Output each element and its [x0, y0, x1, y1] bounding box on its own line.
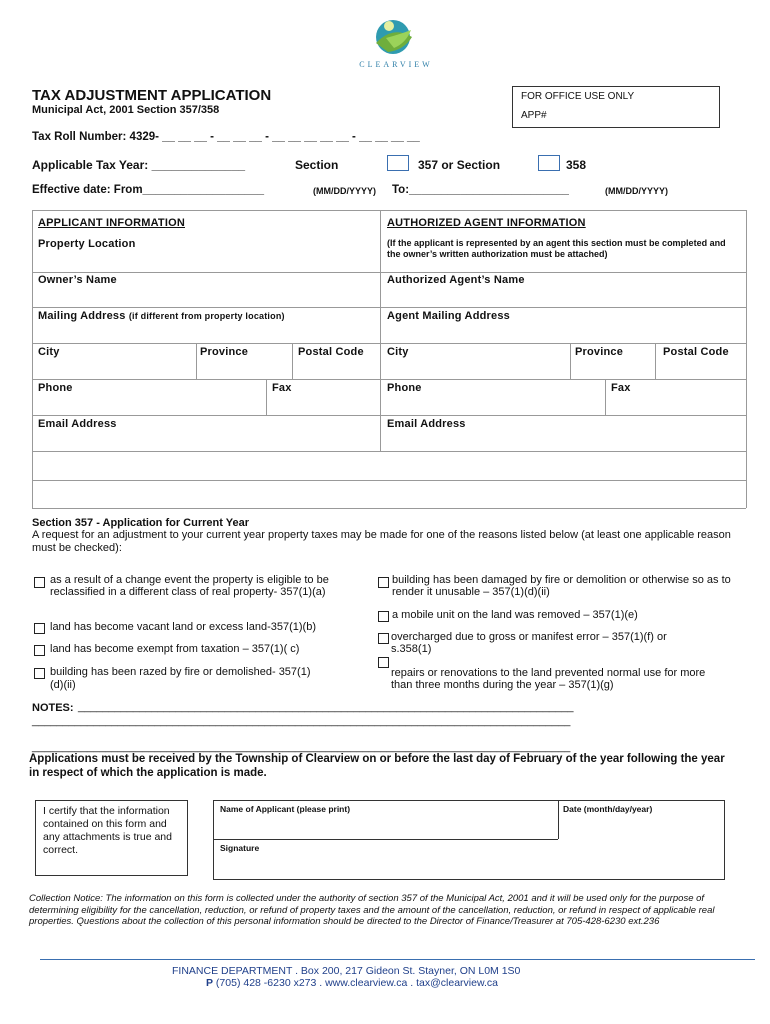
section-357-checkbox[interactable]: [387, 155, 409, 171]
collection-notice: Collection Notice: The information on this form is collected under the authority of section 357 of the Municipal Act, 2001 and it will be used only for the purpose of determining eligibility for the cancellation, reduction, or refund of property taxes and the amount of the cancellation, reduction, or refund in respect of applicable real properties. Questions about the collection of this personal information should be directed to the Director of Finance/Treasurer at 705-428-6230 ext.236: [29, 893, 715, 927]
section-357-label: 357 or Section: [418, 158, 501, 172]
section-label: Section: [295, 158, 339, 172]
footer-divider: [40, 959, 755, 960]
notes-label: NOTES:: [32, 702, 74, 714]
applicant-info-heading: APPLICANT INFORMATION: [38, 217, 185, 229]
reason-exempt-checkbox[interactable]: [34, 645, 45, 656]
mailing-address-label: Mailing Address: [38, 310, 126, 322]
certify-box: [35, 800, 188, 876]
agent-city-field[interactable]: City: [387, 346, 409, 358]
agent-postal-code-field[interactable]: Postal Code: [663, 346, 729, 358]
footer-address: FINANCE DEPARTMENT . Box 200, 217 Gideon St. Stayner, ON L0M 1S0: [172, 965, 521, 977]
date-format-hint-to: (MM/DD/YYYY): [605, 186, 668, 196]
applicant-postal-code-field[interactable]: Postal Code: [298, 346, 364, 358]
reason-repairs-checkbox[interactable]: [378, 657, 389, 668]
applicant-city-field[interactable]: City: [38, 346, 60, 358]
reason-exempt: land has become exempt from taxation – 357(1)( c): [50, 643, 300, 655]
agent-phone-field[interactable]: Phone: [387, 382, 422, 394]
reason-vacant-land-checkbox[interactable]: [34, 623, 45, 634]
reason-overcharged: overcharged due to gross or manifest error – 357(1)(f) or s.358(1): [391, 631, 667, 655]
tax-roll-number-field[interactable]: Tax Roll Number: 4329- __ __ __ - __ __ __ - __ __ __ __ __ - __ __ __ __: [32, 131, 420, 143]
logo-wordmark: CLEARVIEW: [359, 60, 433, 69]
agent-province-field[interactable]: Province: [575, 346, 624, 358]
notes-line-3[interactable]: ________________________________________________________________________________________: [32, 741, 571, 753]
reason-mobile-unit: a mobile unit on the land was removed – 357(1)(e): [392, 609, 638, 621]
reason-razed: building has been razed by fire or demolished- 357(1)(d)(ii): [50, 666, 311, 691]
office-use-box: [512, 86, 720, 128]
property-location-field[interactable]: Property Location: [38, 238, 136, 250]
form-subtitle: Municipal Act, 2001 Section 357/358: [32, 104, 220, 116]
reason-repairs: repairs or renovations to the land prevented normal use for more than three months during the year – 357(1)(g): [391, 667, 706, 691]
certify-text: I certify that the information contained on this form and any attachments is true and correct.: [43, 805, 172, 856]
date-format-hint-from: (MM/DD/YYYY): [313, 186, 376, 196]
agent-name-field[interactable]: Authorized Agent’s Name: [387, 274, 525, 286]
owners-name-field[interactable]: Owner’s Name: [38, 274, 117, 286]
section-357-intro: A request for an adjustment to your current year property taxes may be made for one of the reasons listed below (at least one applicable reason must be checked):: [32, 529, 731, 554]
reason-vacant-land: land has become vacant land or excess land-357(1)(b): [50, 621, 316, 633]
section-357-heading: Section 357 - Application for Current Year: [32, 517, 249, 529]
reason-reclassified-checkbox[interactable]: [34, 577, 45, 588]
notes-line-2[interactable]: ________________________________________________________________________________________: [32, 715, 571, 727]
mailing-address-note: (if different from property location): [128, 311, 285, 321]
agent-info-heading: AUTHORIZED AGENT INFORMATION: [387, 217, 586, 229]
reason-reclassified: as a result of a change event the property is eligible to be reclassified in a different class of real property- 357(1)(a): [50, 574, 329, 598]
applicant-province-field[interactable]: Province: [200, 346, 249, 358]
reason-overcharged-checkbox[interactable]: [378, 633, 389, 644]
reason-damaged-checkbox[interactable]: [378, 577, 389, 588]
footer-contact: [206, 977, 498, 989]
date-field[interactable]: Date (month/day/year): [563, 804, 653, 814]
office-use-label: FOR OFFICE USE ONLY: [521, 91, 635, 102]
applicant-email-field[interactable]: Email Address: [38, 418, 117, 430]
agent-email-field[interactable]: Email Address: [387, 418, 466, 430]
mailing-address-field[interactable]: [38, 310, 285, 322]
effective-date-from-field[interactable]: Effective date: From___________________: [32, 184, 265, 196]
applicant-fax-field[interactable]: Fax: [272, 382, 292, 394]
applicable-tax-year-field[interactable]: Applicable Tax Year: ______________: [32, 158, 246, 172]
form-title: TAX ADJUSTMENT APPLICATION: [32, 87, 272, 104]
footer-contact-text: (705) 428 -6230 x273 . www.clearview.ca . tax@clearview.ca: [213, 977, 498, 989]
deadline-statement: Applications must be received by the Township of Clearview on or before the last day of February of the year following the year in respect of which the application is made.: [29, 753, 725, 779]
app-number-label: APP#: [521, 110, 547, 121]
section-358-checkbox[interactable]: [538, 155, 560, 171]
footer-phone-prefix: P: [206, 977, 214, 989]
notes-line-1[interactable]: _________________________________________________________________________________: [78, 701, 574, 713]
agent-mailing-address-field[interactable]: Agent Mailing Address: [387, 310, 510, 322]
signature-field[interactable]: Signature: [220, 843, 260, 853]
section-358-label: 358: [566, 158, 587, 172]
applicant-name-field[interactable]: Name of Applicant (please print): [220, 804, 351, 814]
effective-date-to-field[interactable]: To:_________________________: [392, 184, 569, 196]
agent-fax-field[interactable]: Fax: [611, 382, 631, 394]
agent-note: (If the applicant is represented by an agent this section must be completed and the owner’s written authorization must be attached): [387, 238, 726, 259]
reason-razed-checkbox[interactable]: [34, 668, 45, 679]
reason-damaged: building has been damaged by fire or demolition or otherwise so as to render it unusable – 357(1)(d)(ii): [392, 574, 731, 598]
applicant-phone-field[interactable]: Phone: [38, 382, 73, 394]
reason-mobile-unit-checkbox[interactable]: [378, 611, 389, 622]
